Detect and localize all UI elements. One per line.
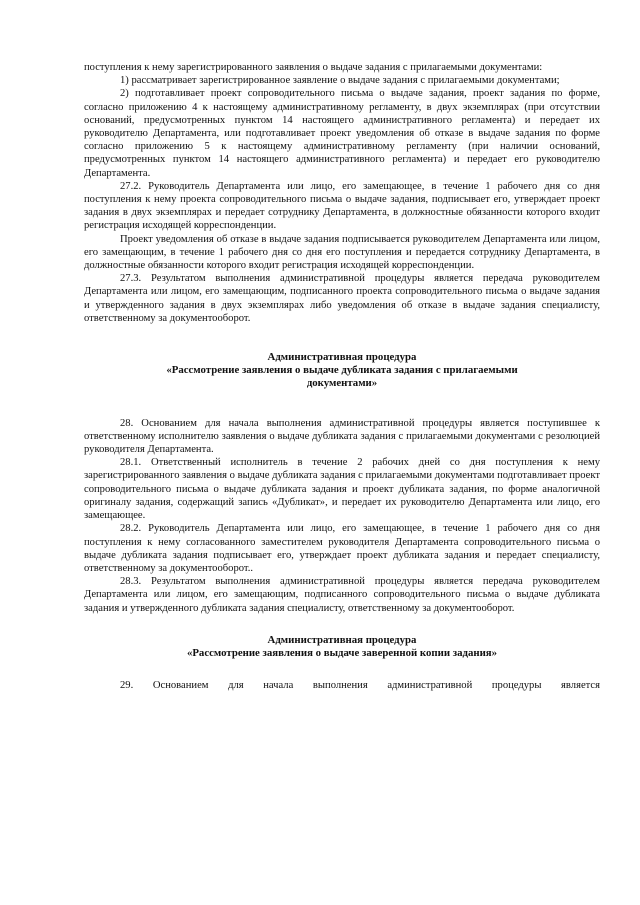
paragraph-continuation: поступления к нему зарегистрированного заявления о выдаче задания с прилагаемыми документами: [84,62,543,73]
paragraph-29: 29. Основанием для начала выполнения административной процедуры является [120,680,600,692]
paragraph-27-2: 27.2. Руководитель Департамента или лицо, его замещающее, в течение 1 рабочего дня со дня поступления к нему проекта сопроводительного письма о выдаче задания, подписывает его, утверждает проект задания в двух экземплярах и передает сотруднику Департамента, в должностные обязанности которого входит регистрация исходящей корреспонденции. [84,180,600,232]
section-heading-title: Административная процедура [267,351,417,364]
spacer [84,391,600,417]
paragraph-28-1: 28.1. Ответственный исполнитель в течение 2 рабочих дней со дня поступления к нему зарегистрированного заявления о выдаче дубликата задания с прилагаемыми документами подготавливает проект сопроводительного письма о выдаче дубликата задания и проект дубликата задания, по форме аналогичной оригиналу задания, содержащий запись «Дубликат», и передает их руководителю Департамента или лицо, его замещающее. [84,457,600,522]
section-heading-title: Административная процедура [267,633,417,646]
paragraph-27-3: 27.3. Результатом выполнения административной процедуры является передача руководителем Департамента или лицом, его замещающим, подписанного проекта сопроводительного письма о выдаче задания и утвержденного задания в двух экземплярах либо уведомления об отказе в выдаче задания специалисту, ответственному за документооборот. [84,273,600,324]
paragraph-item-1: 1) рассматривает зарегистрированное заявление о выдаче задания с прилагаемыми документами; [120,75,560,87]
paragraph-28-2: 28.2. Руководитель Департамента или лицо, его замещающее, в течение 1 рабочего дня со дня поступления к нему согласованного заместителем руководителя Департамента сопроводительного письма о выдаче дубликата задания подписывает его, утверждает проект дубликата задания и передает специалисту, ответственному за документооборот.. [84,523,600,574]
spacer [84,325,600,351]
spacer [84,615,600,634]
section-heading-subtitle: «Рассмотрение заявления о выдаче заверенной копии задания» [186,646,498,659]
section-heading-certified-copy [84,634,600,660]
paragraph-refusal-notice: Проект уведомления об отказе в выдаче задания подписывается руководителем Департамента или лицом, его замещающим, в течение 1 рабочего дня со дня его поступления и передается сотруднику Департамента, в должностные обязанности которого входит регистрация исходящей корреспонденции. [84,233,600,272]
paragraph-item-2: 2) подготавливает проект сопроводительного письма о выдаче задания, проект задания по форме, согласно приложению 4 к настоящему административному регламенту, в двух экземплярах (при отсутствии оснований, предусмотренных пунктом 14 настоящего административного регламента) и передает их руководителю Департамента, или подготавливает проект уведомления об отказе в выдаче задания по форме согласно приложению 5 к настоящему административному регламенту (при наличии оснований, предусмотренных пунктом 14 настоящего административного регламента) и передает его руководителю Департамента. [84,88,600,179]
section-heading-subtitle: «Рассмотрение заявления о выдаче дубликата задания с прилагаемыми документами» [166,364,518,390]
section-heading-duplicate [84,351,600,391]
document-page [84,61,600,692]
paragraph-28: 28. Основанием для начала выполнения административной процедуры является поступившее к ответственному исполнителю заявления о выдаче дубликата задания с прилагаемыми документами с резолюцией руководителя Департамента. [84,417,600,456]
spacer [84,660,600,679]
paragraph-28-3: 28.3. Результатом выполнения административной процедуры является передача руководителем Департамента или лицом, его замещающим, подписанного сопроводительного письма о выдаче дубликата задания и утвержденного дубликата задания специалисту, ответственному за документооборот. [84,576,600,614]
